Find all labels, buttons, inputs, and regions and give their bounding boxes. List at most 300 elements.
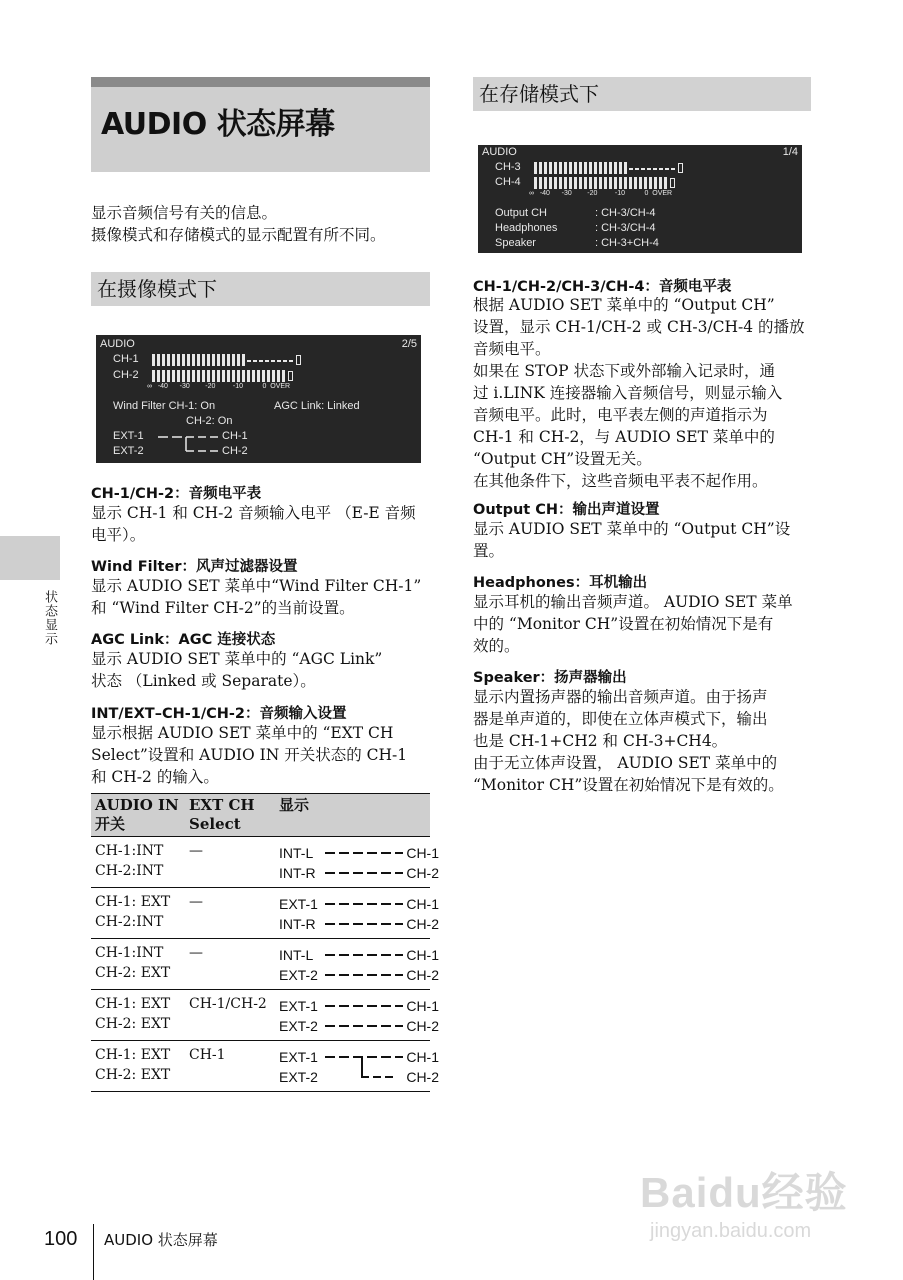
route-line [339,852,349,854]
body-line: 电平）。 [91,526,146,544]
screen-page: 2/5 [401,338,417,350]
body-line: 显示根据 AUDIO SET 菜单中的 “EXT CH [91,724,394,742]
meter-segment [584,177,587,189]
section-tab [0,536,60,580]
watermark-brand: Baidu经验 [640,1169,848,1216]
audio-input-table [91,793,439,1092]
route-line [353,923,363,925]
meter-empty-segment [635,168,639,170]
audio-screen-camera [96,335,421,463]
switch-value: CH-2: EXT [95,965,171,981]
meter-label-2: CH-2 [113,369,139,381]
meter-segment [177,354,180,366]
meter-segment [609,177,612,189]
meter-segment [539,162,542,174]
route-line [367,1025,377,1027]
meter-segment [217,354,220,366]
meter-segment [579,162,582,174]
route-line [385,1076,393,1078]
route-line [381,1025,391,1027]
over-indicator [296,355,301,365]
speaker-key: Speaker [495,237,536,249]
routing-row [279,894,439,914]
select-cell: CH-1/CH-2 [185,990,275,1041]
body-line: 器是单声道的，即使在立体声模式下，输出 [473,710,768,728]
meter-segment [152,354,155,366]
body-line: 在其他条件下，这些音频电平表不起作用。 [473,472,768,490]
meter-segment [614,177,617,189]
meter-segment [539,177,542,189]
route-line [325,1025,335,1027]
meter-segment [564,177,567,189]
meter-segment [192,354,195,366]
meter-segment [197,354,200,366]
meter-scale: ∞ -40 -30 -20 -10 0 OVER [529,190,673,197]
meter-segment [639,177,642,189]
route-line [395,1025,403,1027]
routing-row [279,914,439,934]
route-line [353,872,363,874]
switch-value: CH-1: EXT [95,894,171,910]
meter-segment [262,370,265,382]
switch-cell [91,990,185,1041]
source-label: INT-L [279,845,314,861]
screen-label: AUDIO [100,338,135,350]
route-line [395,923,403,925]
route-line [353,974,363,976]
route-line [395,1005,403,1007]
meter-segment [654,177,657,189]
switch-value: CH-2: EXT [95,1067,171,1083]
body-line: 中的 “Monitor CH”设置在初始情况下是有 [473,615,774,633]
watermark [640,1160,848,1243]
route-line [381,852,391,854]
dest-label: CH-1 [406,845,439,861]
meter-label-2: CH-4 [495,176,521,188]
item-body [473,518,790,562]
route-branch [361,1058,363,1078]
routing-display [279,841,439,881]
audio-screen-storage [478,145,802,253]
route-line [339,872,349,874]
meter-empty-segment [641,168,645,170]
route-line [381,954,391,956]
source-label: EXT-1 [279,896,318,912]
route-line [373,1076,381,1078]
meter-empty-segment [659,168,663,170]
meter-segment [207,354,210,366]
meter-segment [212,354,215,366]
body-line: 音频电平。此时，电平表左侧的声道指示为 [473,406,768,424]
headphones-value: : CH-3/CH-4 [595,222,656,234]
meter-segment [659,177,662,189]
source-label: EXT-2 [279,1069,318,1085]
meter-segment [227,370,230,382]
output-ch-value: : CH-3/CH-4 [595,207,656,219]
item-body [91,575,421,619]
source-label: EXT-1 [279,1049,318,1065]
body-line: CH-1 和 CH-2，与 AUDIO SET 菜单中的 [473,428,775,446]
wind-filter-ch2: CH-2: On [186,415,233,427]
source-label: INT-R [279,865,316,881]
meter-segment [282,370,285,382]
intro-text [91,202,386,246]
meter-segment [544,162,547,174]
display-cell [275,888,439,939]
meter-empty-segment [671,168,675,170]
route-line [367,923,377,925]
display-cell [275,837,439,888]
table-row [91,1041,430,1092]
storage-mode-heading: 在存储模式下 [473,77,811,111]
meter-empty-segment [647,168,651,170]
meter-empty-segment [665,168,669,170]
meter-segment [569,162,572,174]
switch-cell [91,837,185,888]
meter-segment [549,162,552,174]
item-heading: Output CH：输出声道设置 [473,502,660,518]
speaker-value: : CH-3+CH-4 [595,237,659,249]
meter-segment [187,370,190,382]
body-line: 显示 CH-1 和 CH-2 音频输入电平 （E-E 音频 [91,504,416,522]
route-line [353,852,363,854]
item-heading: INT/EXT–CH-1/CH-2：音频输入设置 [91,706,347,722]
meter-segment [634,177,637,189]
meter-segment [167,354,170,366]
intro-line: 显示音频信号有关的信息。 [91,204,278,222]
source-label: INT-R [279,916,316,932]
meter-segment [594,177,597,189]
item-heading: Speaker：扬声器输出 [473,670,627,686]
body-line: “Monitor CH”设置在初始情况下是有效的。 [473,776,784,794]
route-line [325,852,335,854]
route-line [367,954,377,956]
route-line [381,872,391,874]
meter-empty-segment [253,360,257,362]
body-line: 状态 （Linked 或 Separate）。 [91,672,316,690]
route-line [353,903,363,905]
table-row [91,837,430,888]
meter-segment [157,370,160,382]
meter-segment [217,370,220,382]
level-meter-ch1 [152,354,302,366]
route-line [339,954,349,956]
body-line: 由于无立体声设置， AUDIO SET 菜单中的 [473,754,778,772]
meter-segment [589,162,592,174]
routing-diagram [156,430,220,460]
switch-value: CH-1: EXT [95,996,171,1012]
select-cell: — [185,837,275,888]
meter-empty-segment [271,360,275,362]
meter-segment [247,370,250,382]
meter-segment [619,177,622,189]
meter-segment [614,162,617,174]
table-row [91,990,430,1041]
route-line [367,903,377,905]
meter-segment [604,177,607,189]
meter-segment [242,370,245,382]
body-line: “Output CH”设置无关。 [473,450,652,468]
route-line [353,954,363,956]
ext-label-2: EXT-2 [113,445,144,457]
body-line: 显示耳机的输出音频声道。 AUDIO SET 菜单 [473,593,793,611]
meter-segment [619,162,622,174]
item-body [473,591,793,657]
body-line: 也是 CH-1+CH2 和 CH-3+CH4。 [473,732,728,750]
agc-link-status: AGC Link: Linked [274,400,360,412]
switch-value: CH-2:INT [95,863,164,879]
route-line [325,1056,335,1058]
meter-segment [589,177,592,189]
switch-cell [91,888,185,939]
meter-empty-segment [289,360,293,362]
body-line: 和 “Wind Filter CH-2”的当前设置。 [91,599,355,617]
display-cell [275,990,439,1041]
title-banner [91,77,430,172]
route-line [339,1025,349,1027]
meter-segment [609,162,612,174]
route-line [325,954,335,956]
over-indicator [670,178,675,188]
meter-segment [594,162,597,174]
route-line [381,903,391,905]
meter-empty-segment [247,360,251,362]
dest-label: CH-1 [406,947,439,963]
meter-segment [554,162,557,174]
route-line [367,872,377,874]
meter-segment [152,370,155,382]
select-cell: — [185,888,275,939]
route-line [339,1005,349,1007]
routing-row [279,965,439,985]
route-line [395,974,403,976]
body-line: 如果在 STOP 状态下或外部输入记录时，通 [473,362,775,380]
meter-scale: ∞ -40 -30 -20 -10 0 OVER [147,383,291,390]
route-line [339,974,349,976]
select-cell: — [185,939,275,990]
routing-row [279,863,439,883]
ext-label-1: EXT-1 [113,430,144,442]
meter-segment [232,370,235,382]
meter-segment [604,162,607,174]
route-line [325,903,335,905]
switch-cell [91,1041,185,1092]
meter-segment [549,177,552,189]
dest-label: CH-2 [406,1018,439,1034]
dest-label: CH-1 [406,1049,439,1065]
col-header-display: 显示 [275,794,430,837]
source-label: EXT-1 [279,998,318,1014]
meter-segment [177,370,180,382]
source-label: EXT-2 [279,967,318,983]
screen-label: AUDIO [482,146,517,158]
page-title: AUDIO 状态屏幕 [101,107,335,142]
output-label-1: CH-1 [222,430,248,442]
meter-segment [237,370,240,382]
meter-empty-segment [653,168,657,170]
source-label: EXT-2 [279,1018,318,1034]
meter-empty-segment [277,360,281,362]
item-body [91,648,382,692]
meter-segment [579,177,582,189]
body-line: 过 i.LINK 连接器输入音频信号，则显示输入 [473,384,783,402]
body-line: 设置，显示 CH-1/CH-2 或 CH-3/CH-4 的播放 [473,318,805,336]
footer-divider [93,1224,94,1280]
over-indicator [678,163,683,173]
meter-empty-segment [283,360,287,362]
route-line [353,1025,363,1027]
source-label: INT-L [279,947,314,963]
watermark-url: jingyan.baidu.com [650,1220,812,1242]
body-line: 音频电平。 [473,340,551,358]
dest-label: CH-2 [406,967,439,983]
meter-empty-segment [265,360,269,362]
route-line [381,1005,391,1007]
meter-segment [599,162,602,174]
side-section-label: 状态显示 [42,590,57,646]
switch-value: CH-1:INT [95,945,164,961]
meter-segment [157,354,160,366]
item-heading: CH-1/CH-2：音频电平表 [91,486,262,502]
level-meter-ch2 [152,370,302,382]
meter-segment [534,177,537,189]
routing-row [279,843,439,863]
meter-segment [554,177,557,189]
output-ch-key: Output CH [495,207,547,219]
route-line [381,1056,391,1058]
meter-segment [252,370,255,382]
routing-row [279,996,439,1016]
meter-segment [167,370,170,382]
display-cell [275,1041,439,1092]
meter-segment [202,370,205,382]
routing-row [279,1047,439,1067]
meter-segment [162,370,165,382]
meter-segment [222,370,225,382]
meter-label-1: CH-1 [113,353,139,365]
meter-segment [232,354,235,366]
meter-segment [237,354,240,366]
route-line [325,974,335,976]
over-indicator [288,371,293,381]
meter-segment [212,370,215,382]
item-heading: CH-1/CH-2/CH-3/CH-4：音频电平表 [473,279,732,295]
route-line [367,1005,377,1007]
routing-row [279,945,439,965]
display-cell [275,939,439,990]
meter-segment [267,370,270,382]
switch-value: CH-2:INT [95,914,164,930]
item-heading: Wind Filter：风声过滤器设置 [91,559,298,575]
body-line: 显示 AUDIO SET 菜单中“Wind Filter CH-1” [91,577,422,595]
dest-label: CH-2 [406,1069,439,1085]
meter-empty-segment [629,168,633,170]
screen-page: 1/4 [782,146,798,158]
route-line [339,923,349,925]
route-line [339,1056,349,1058]
dest-label: CH-1 [406,896,439,912]
meter-segment [559,177,562,189]
body-line: 显示内置扬声器的输出音频声道。由于扬声 [473,688,768,706]
page-number: 100 [44,1228,78,1250]
dest-label: CH-2 [406,865,439,881]
dest-label: CH-1 [406,998,439,1014]
meter-segment [207,370,210,382]
body-line: 置。 [473,542,505,560]
meter-segment [564,162,567,174]
body-line: 效的。 [473,637,520,655]
meter-segment [559,162,562,174]
meter-empty-segment [259,360,263,362]
table-row [91,939,430,990]
routing-row [279,1067,439,1087]
body-line: 显示 AUDIO SET 菜单中的 “AGC Link” [91,650,383,668]
meter-segment [574,162,577,174]
meter-segment [624,162,627,174]
meter-segment [629,177,632,189]
item-body [91,502,416,546]
meter-segment [644,177,647,189]
meter-segment [222,354,225,366]
route-line [367,974,377,976]
switch-cell [91,939,185,990]
route-line [395,872,403,874]
meter-segment [569,177,572,189]
camera-mode-heading: 在摄像模式下 [91,272,430,306]
meter-segment [182,354,185,366]
route-line [367,852,377,854]
meter-segment [187,354,190,366]
headphones-key: Headphones [495,222,558,234]
output-label-2: CH-2 [222,445,248,457]
routing-display [279,892,439,932]
meter-segment [172,354,175,366]
switch-value: CH-1: EXT [95,1047,171,1063]
meter-segment [664,177,667,189]
route-line [395,954,403,956]
select-cell: CH-1 [185,1041,275,1092]
route-line [325,872,335,874]
meter-segment [272,370,275,382]
switch-value: CH-1:INT [95,843,164,859]
route-line [395,903,403,905]
wind-filter-ch1: Wind Filter CH-1: On [113,400,216,412]
dest-label: CH-2 [406,916,439,932]
route-line [381,923,391,925]
item-body [473,686,784,796]
meter-segment [192,370,195,382]
meter-label-1: CH-3 [495,161,521,173]
level-meter-ch3 [534,162,684,174]
col-header-switch: AUDIO IN 开关 [91,794,185,837]
meter-segment [277,370,280,382]
meter-segment [649,177,652,189]
meter-segment [534,162,537,174]
route-line [395,1056,403,1058]
routing-display [279,994,439,1034]
meter-segment [227,354,230,366]
routing-display [279,1045,439,1085]
body-line: 和 CH-2 的输入。 [91,768,219,786]
routing-display [279,943,439,983]
item-heading: Headphones：耳机输出 [473,575,648,591]
footer-title: AUDIO 状态屏幕 [104,1231,218,1249]
item-heading: AGC Link：AGC 连接状态 [91,632,276,648]
body-line: 显示 AUDIO SET 菜单中的 “Output CH”设 [473,520,791,538]
route-line [339,903,349,905]
switch-value: CH-2: EXT [95,1016,171,1032]
intro-line: 摄像模式和存储模式的显示配置有所不同。 [91,226,386,244]
